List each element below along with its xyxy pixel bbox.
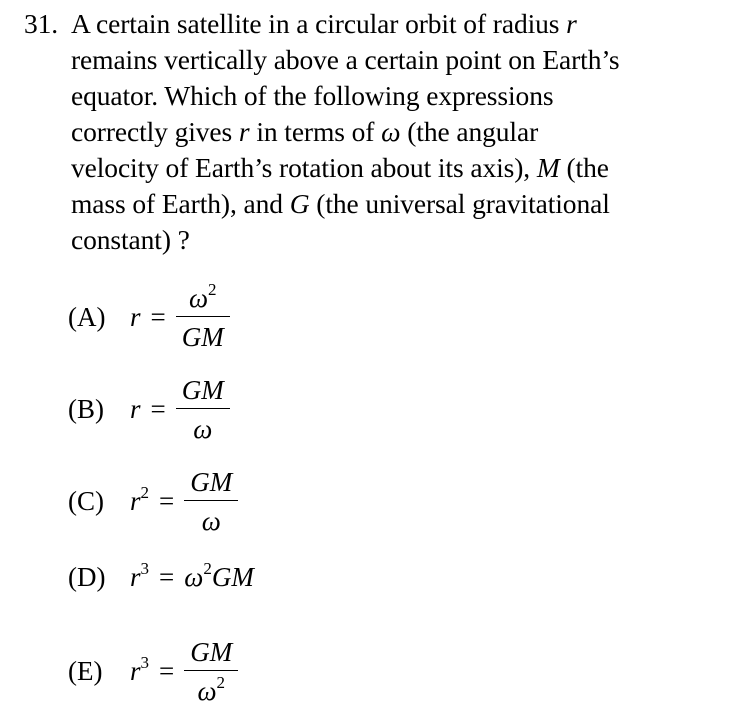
choice-a[interactable] (68, 282, 230, 353)
choice-letter: (C) (68, 486, 104, 516)
choice-letter: (A) (68, 302, 106, 332)
equals-sign: = (159, 486, 175, 516)
question-line-2: remains vertically above a certain point on Earth’s (71, 44, 620, 75)
fraction-denominator: ω (201, 506, 221, 536)
question-line-1: 31. A certain satellite in a circular orbit of radius r (24, 6, 736, 42)
choice-letter: (B) (68, 394, 104, 424)
fraction-numerator: GM (184, 636, 238, 671)
equals-sign: = (159, 656, 175, 686)
choice-b[interactable] (68, 374, 230, 445)
choice-letter: (D) (68, 562, 106, 592)
question-line-3: equator. Which of the following expressions (71, 80, 554, 111)
fraction (176, 282, 230, 353)
symbol-r: r (238, 116, 250, 147)
equals-sign: = (150, 302, 166, 332)
symbol-r: r (566, 8, 577, 39)
fraction-numerator: GM (176, 374, 230, 409)
question-line-5: velocity of Earth’s rotation about its axis), M (the (71, 152, 609, 183)
fraction (184, 466, 238, 537)
fraction-denominator: GM (181, 322, 224, 352)
fraction-numerator: GM (184, 466, 238, 501)
choice-lhs: $r^2$ (130, 483, 150, 516)
choice-lhs: r (130, 302, 141, 332)
question-number: 31. (24, 8, 59, 39)
symbol-M: M (536, 152, 560, 183)
question-line-7: constant) ? (71, 224, 190, 255)
symbol-omega: ω (381, 116, 401, 147)
choice-lhs: r (130, 394, 141, 424)
fraction (176, 374, 230, 445)
question-line-6: mass of Earth), and G (the universal gravitational (71, 188, 610, 219)
fraction-numerator: $\omega^2$ (176, 282, 230, 317)
question-text (24, 6, 736, 258)
choice-letter: (E) (68, 656, 103, 686)
choice-lhs: $r^3$ (130, 559, 150, 592)
choice-lhs: $r^3$ (130, 653, 150, 686)
fraction-denominator: $\omega^2$ (197, 673, 226, 706)
choice-c[interactable] (68, 466, 238, 537)
choice-d[interactable] (68, 559, 254, 593)
equals-sign: = (159, 562, 175, 592)
fraction-denominator: ω (193, 414, 213, 444)
fraction (184, 636, 238, 707)
question-line-4: correctly gives r in terms of ω (the angular (71, 116, 539, 147)
choice-e[interactable] (68, 636, 238, 707)
equals-sign: = (150, 394, 166, 424)
symbol-G: G (289, 188, 310, 219)
choice-rhs: $\omega^2GM$ (184, 559, 254, 592)
